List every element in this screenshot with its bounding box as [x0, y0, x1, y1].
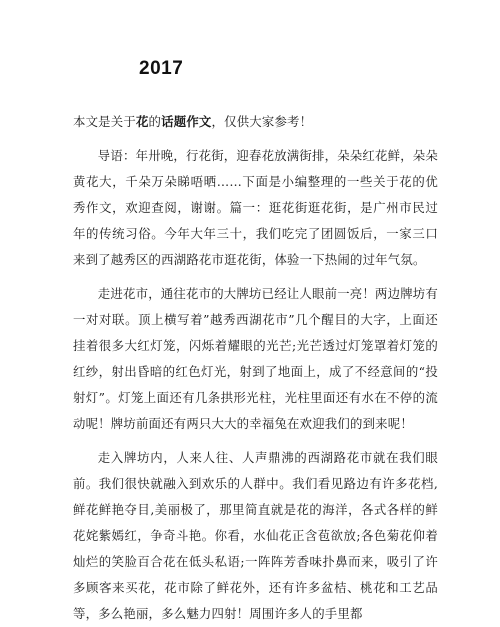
intro-keyword-topic: 话题作文: [161, 114, 212, 129]
intro-keyword-flower: 花: [135, 114, 149, 129]
paragraph-entrance: 走进花市，通往花市的大牌坊已经让人眼前一亮！两边牌坊有一对对联。顶上横写着”越秀西湖花市”几个醒目的大字，上面还挂着很多大红灯笼，闪烁着耀眼的光芒;光芒透过灯笼罩着灯笼的红纱，射出昏暗的红色灯光，射到了地面上，成了不经意间的“投射灯”。灯笼上面还有几条拱形光柱，光柱里面还有水在不停的流动呢！牌坊前面还有两只大大的幸福兔在欢迎我们的到来呢！: [73, 286, 438, 431]
intro-line: [73, 109, 438, 135]
intro-suffix: ，仅供大家参考！: [211, 114, 313, 129]
paragraph-market: 走入牌坊内，人来人往、人声鼎沸的西湖路花市就在我们眼前。我们很快就融入到欢乐的人群中。我们看见路边有许多花档,鲜花鲜艳夺目,美丽极了，那里简直就是花的海洋，各式各样的鲜花姹紫嫣红，争奇斗艳。你看，水仙花正含苞欲放;各色菊花仰着灿烂的笑脸百合花在低头私语;一阵阵芳香味扑鼻而来，吸引了许多顾客来买花，花市除了鲜花外，还有许多盆桔、桃花和工艺品等，多么艳丽，多么魅力四射！周围许多人的手里都: [73, 450, 438, 621]
paragraph-guide: 导语：年卅晚，行花街，迎春花放满街排，朵朵红花鲜，朵朵黄花大，千朵万朵睇唔晒……下面是小编整理的一些关于花的优秀作文，欢迎查阅，谢谢。篇一：逛花街逛花街，是广州市民过年的传统习俗。今年大年三十，我们吃完了团圆饭后，一家三口来到了越秀区的西湖路花市逛花街，体验一下热闹的过年气氛。: [73, 148, 438, 267]
document-body: [73, 109, 438, 627]
intro-prefix: 本文是关于: [73, 114, 136, 129]
intro-mid: 的: [148, 114, 162, 129]
document-title: 2017: [139, 58, 184, 79]
